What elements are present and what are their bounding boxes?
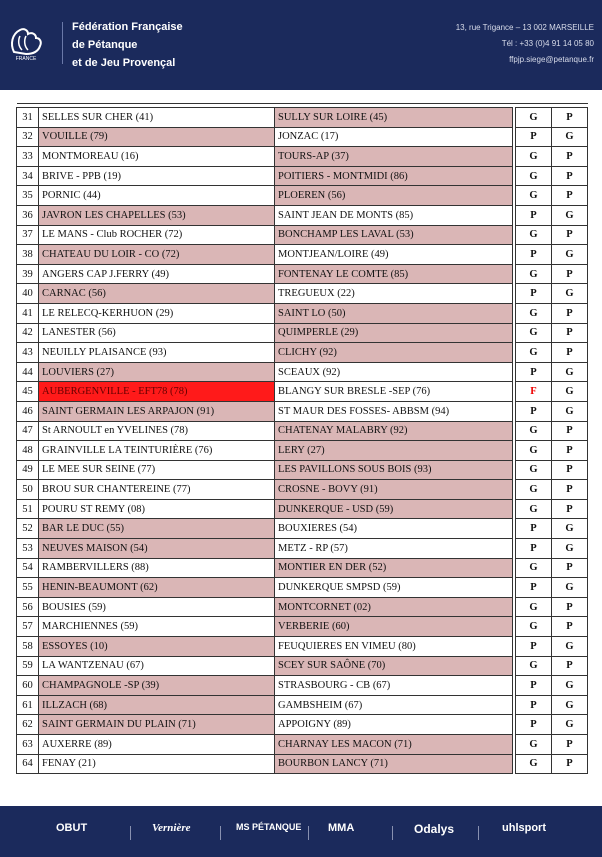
table-row bbox=[17, 264, 588, 284]
team-home: JAVRON LES CHAPELLES (53) bbox=[39, 205, 275, 225]
match-number: 54 bbox=[17, 558, 39, 578]
team-home: AUBERGENVILLE - EFT78 (78) bbox=[39, 382, 275, 402]
table-row bbox=[17, 303, 588, 323]
results-table bbox=[16, 103, 588, 774]
sponsor-separator bbox=[220, 826, 221, 840]
team-away: MONTCORNET (02) bbox=[275, 597, 513, 617]
match-number: 61 bbox=[17, 695, 39, 715]
match-number: 42 bbox=[17, 323, 39, 343]
table-row bbox=[17, 558, 588, 578]
team-away: MONTIER EN DER (52) bbox=[275, 558, 513, 578]
table-row bbox=[17, 245, 588, 265]
result-away: G bbox=[552, 519, 588, 539]
sponsor-odalys: Odalys bbox=[414, 822, 455, 836]
team-home: SAINT GERMAIN LES ARPAJON (91) bbox=[39, 401, 275, 421]
match-number: 43 bbox=[17, 343, 39, 363]
match-number: 52 bbox=[17, 519, 39, 539]
sponsor-footer bbox=[0, 806, 602, 857]
result-away: G bbox=[552, 245, 588, 265]
team-away: BONCHAMP LES LAVAL (53) bbox=[275, 225, 513, 245]
match-number: 64 bbox=[17, 754, 39, 774]
team-home: SAINT GERMAIN DU PLAIN (71) bbox=[39, 715, 275, 735]
table-row bbox=[17, 460, 588, 480]
result-home: G bbox=[516, 735, 552, 755]
team-home: BAR LE DUC (55) bbox=[39, 519, 275, 539]
team-away: METZ - RP (57) bbox=[275, 539, 513, 559]
result-home: P bbox=[516, 695, 552, 715]
result-away: P bbox=[552, 441, 588, 461]
phone: Tél : +33 (0)4 91 14 05 80 bbox=[501, 39, 594, 48]
result-home: P bbox=[516, 539, 552, 559]
table-row bbox=[17, 421, 588, 441]
sponsor-separator bbox=[130, 826, 131, 840]
result-home: G bbox=[516, 441, 552, 461]
team-home: FENAY (21) bbox=[39, 754, 275, 774]
table-row bbox=[17, 166, 588, 186]
table-row bbox=[17, 343, 588, 363]
result-away: P bbox=[552, 499, 588, 519]
table-row bbox=[17, 225, 588, 245]
result-away: P bbox=[552, 147, 588, 167]
team-home: LE MANS - Club ROCHER (72) bbox=[39, 225, 275, 245]
result-away: P bbox=[552, 617, 588, 637]
table-row bbox=[17, 735, 588, 755]
result-home: G bbox=[516, 460, 552, 480]
team-home: BROU SUR CHANTEREINE (77) bbox=[39, 480, 275, 500]
match-number: 48 bbox=[17, 441, 39, 461]
result-away: G bbox=[552, 539, 588, 559]
team-away: DUNKERQUE SMPSD (59) bbox=[275, 578, 513, 598]
team-home: LANESTER (56) bbox=[39, 323, 275, 343]
sponsor-obut: OBUT bbox=[56, 822, 88, 834]
email-link[interactable]: ffpjp.siege@petanque.fr bbox=[509, 55, 594, 64]
result-home: P bbox=[516, 401, 552, 421]
table-row bbox=[17, 401, 588, 421]
table-row bbox=[17, 617, 588, 637]
team-away: CHATENAY MALABRY (92) bbox=[275, 421, 513, 441]
team-home: BOUSIES (59) bbox=[39, 597, 275, 617]
team-away: FEUQUIERES EN VIMEU (80) bbox=[275, 637, 513, 657]
match-number: 31 bbox=[17, 108, 39, 128]
result-away: P bbox=[552, 343, 588, 363]
result-away: P bbox=[552, 108, 588, 128]
table-row bbox=[17, 147, 588, 167]
match-number: 50 bbox=[17, 480, 39, 500]
table-row bbox=[17, 637, 588, 657]
federation-line-1: Fédération Française bbox=[72, 21, 183, 33]
team-away: SCEY SUR SAÔNE (70) bbox=[275, 656, 513, 676]
team-away: JONZAC (17) bbox=[275, 127, 513, 147]
table-row bbox=[17, 362, 588, 382]
result-home: G bbox=[516, 499, 552, 519]
team-away: BLANGY SUR BRESLE -SEP (76) bbox=[275, 382, 513, 402]
table-row bbox=[17, 441, 588, 461]
sponsor-ms-petanque: MS PÉTANQUE bbox=[236, 822, 302, 832]
result-away: G bbox=[552, 401, 588, 421]
table-row bbox=[17, 205, 588, 225]
result-away: G bbox=[552, 715, 588, 735]
team-away: ST MAUR DES FOSSES- ABBSM (94) bbox=[275, 401, 513, 421]
result-away: G bbox=[552, 382, 588, 402]
result-away: P bbox=[552, 323, 588, 343]
result-home: G bbox=[516, 754, 552, 774]
result-home: P bbox=[516, 205, 552, 225]
table-row bbox=[17, 754, 588, 774]
result-away: G bbox=[552, 637, 588, 657]
result-home: P bbox=[516, 676, 552, 696]
result-home: G bbox=[516, 166, 552, 186]
result-home: G bbox=[516, 303, 552, 323]
result-home: G bbox=[516, 108, 552, 128]
table-row bbox=[17, 676, 588, 696]
page-header bbox=[0, 0, 602, 90]
result-home: G bbox=[516, 225, 552, 245]
match-number: 40 bbox=[17, 284, 39, 304]
team-home: ESSOYES (10) bbox=[39, 637, 275, 657]
match-number: 33 bbox=[17, 147, 39, 167]
team-home: St ARNOULT en YVELINES (78) bbox=[39, 421, 275, 441]
team-home: ANGERS CAP J.FERRY (49) bbox=[39, 264, 275, 284]
team-home: CHATEAU DU LOIR - CO (72) bbox=[39, 245, 275, 265]
team-away: SULLY SUR LOIRE (45) bbox=[275, 108, 513, 128]
result-away: P bbox=[552, 225, 588, 245]
table-row bbox=[17, 480, 588, 500]
table-row bbox=[17, 519, 588, 539]
team-away: VERBERIE (60) bbox=[275, 617, 513, 637]
team-home: HENIN-BEAUMONT (62) bbox=[39, 578, 275, 598]
header-divider bbox=[62, 22, 63, 64]
match-number: 36 bbox=[17, 205, 39, 225]
result-away: G bbox=[552, 284, 588, 304]
team-away: TREGUEUX (22) bbox=[275, 284, 513, 304]
result-away: G bbox=[552, 676, 588, 696]
team-home: POURU ST REMY (08) bbox=[39, 499, 275, 519]
result-away: P bbox=[552, 460, 588, 480]
result-home: P bbox=[516, 284, 552, 304]
team-away: SAINT JEAN DE MONTS (85) bbox=[275, 205, 513, 225]
team-home: SELLES SUR CHER (41) bbox=[39, 108, 275, 128]
team-away: LERY (27) bbox=[275, 441, 513, 461]
table-row bbox=[17, 108, 588, 128]
result-home: P bbox=[516, 519, 552, 539]
match-number: 41 bbox=[17, 303, 39, 323]
team-away: BOUXIERES (54) bbox=[275, 519, 513, 539]
result-home: P bbox=[516, 245, 552, 265]
team-home: LE MEE SUR SEINE (77) bbox=[39, 460, 275, 480]
result-home: F bbox=[516, 382, 552, 402]
result-away: P bbox=[552, 480, 588, 500]
team-away: APPOIGNY (89) bbox=[275, 715, 513, 735]
result-home: G bbox=[516, 264, 552, 284]
team-home: LOUVIERS (27) bbox=[39, 362, 275, 382]
team-away: FONTENAY LE COMTE (85) bbox=[275, 264, 513, 284]
team-home: VOUILLE (79) bbox=[39, 127, 275, 147]
table-row bbox=[17, 499, 588, 519]
sponsor-separator bbox=[478, 826, 479, 840]
match-number: 63 bbox=[17, 735, 39, 755]
result-away: P bbox=[552, 264, 588, 284]
result-home: P bbox=[516, 637, 552, 657]
match-number: 62 bbox=[17, 715, 39, 735]
match-number: 44 bbox=[17, 362, 39, 382]
match-number: 53 bbox=[17, 539, 39, 559]
team-away: PLOEREN (56) bbox=[275, 186, 513, 206]
result-away: P bbox=[552, 166, 588, 186]
team-home: BRIVE - PPB (19) bbox=[39, 166, 275, 186]
sponsor-separator bbox=[392, 826, 393, 840]
team-away: LES PAVILLONS SOUS BOIS (93) bbox=[275, 460, 513, 480]
federation-name bbox=[72, 18, 183, 72]
team-home: LE RELECQ-KERHUON (29) bbox=[39, 303, 275, 323]
team-home: CARNAC (56) bbox=[39, 284, 275, 304]
result-away: P bbox=[552, 558, 588, 578]
team-home: NEUILLY PLAISANCE (93) bbox=[39, 343, 275, 363]
result-away: P bbox=[552, 186, 588, 206]
table-row bbox=[17, 695, 588, 715]
team-away: STRASBOURG - CB (67) bbox=[275, 676, 513, 696]
table-row bbox=[17, 597, 588, 617]
team-home: ILLZACH (68) bbox=[39, 695, 275, 715]
team-away: GAMBSHEIM (67) bbox=[275, 695, 513, 715]
match-number: 55 bbox=[17, 578, 39, 598]
table-row bbox=[17, 382, 588, 402]
result-home: G bbox=[516, 656, 552, 676]
match-number: 51 bbox=[17, 499, 39, 519]
table-row bbox=[17, 715, 588, 735]
result-home: P bbox=[516, 578, 552, 598]
match-number: 39 bbox=[17, 264, 39, 284]
result-home: P bbox=[516, 362, 552, 382]
team-away: CROSNE - BOVY (91) bbox=[275, 480, 513, 500]
team-home: GRAINVILLE LA TEINTURIÈRE (76) bbox=[39, 441, 275, 461]
federation-line-3: et de Jeu Provençal bbox=[72, 57, 176, 69]
result-away: G bbox=[552, 695, 588, 715]
match-number: 35 bbox=[17, 186, 39, 206]
logo-text: FRANCE bbox=[15, 56, 37, 62]
table-row bbox=[17, 186, 588, 206]
result-home: G bbox=[516, 597, 552, 617]
match-number: 45 bbox=[17, 382, 39, 402]
sponsor-verniere: Vernière bbox=[152, 822, 191, 834]
result-home: P bbox=[516, 715, 552, 735]
match-number: 57 bbox=[17, 617, 39, 637]
result-away: G bbox=[552, 127, 588, 147]
team-home: MONTMOREAU (16) bbox=[39, 147, 275, 167]
team-away: SCEAUX (92) bbox=[275, 362, 513, 382]
team-home: NEUVES MAISON (54) bbox=[39, 539, 275, 559]
rooster-logo-icon bbox=[6, 22, 46, 62]
match-number: 34 bbox=[17, 166, 39, 186]
result-home: G bbox=[516, 147, 552, 167]
team-away: DUNKERQUE - USD (59) bbox=[275, 499, 513, 519]
table-row bbox=[17, 127, 588, 147]
result-away: G bbox=[552, 205, 588, 225]
match-number: 60 bbox=[17, 676, 39, 696]
result-away: P bbox=[552, 597, 588, 617]
result-home: G bbox=[516, 343, 552, 363]
result-away: P bbox=[552, 303, 588, 323]
team-away: CHARNAY LES MACON (71) bbox=[275, 735, 513, 755]
result-home: G bbox=[516, 323, 552, 343]
address: 13, rue Trigance – 13 002 MARSEILLE bbox=[455, 23, 594, 32]
team-home: LA WANTZENAU (67) bbox=[39, 656, 275, 676]
team-away: SAINT LO (50) bbox=[275, 303, 513, 323]
result-away: P bbox=[552, 421, 588, 441]
team-away: MONTJEAN/LOIRE (49) bbox=[275, 245, 513, 265]
result-home: G bbox=[516, 617, 552, 637]
table-row bbox=[17, 656, 588, 676]
table-row bbox=[17, 578, 588, 598]
team-home: RAMBERVILLERS (88) bbox=[39, 558, 275, 578]
match-number: 59 bbox=[17, 656, 39, 676]
result-away: G bbox=[552, 578, 588, 598]
team-away: CLICHY (92) bbox=[275, 343, 513, 363]
team-home: PORNIC (44) bbox=[39, 186, 275, 206]
result-home: G bbox=[516, 186, 552, 206]
result-away: P bbox=[552, 754, 588, 774]
match-number: 46 bbox=[17, 401, 39, 421]
match-number: 56 bbox=[17, 597, 39, 617]
match-number: 38 bbox=[17, 245, 39, 265]
contact-info bbox=[456, 20, 594, 68]
sponsor-mma: MMA bbox=[328, 822, 355, 834]
result-away: P bbox=[552, 656, 588, 676]
result-home: G bbox=[516, 421, 552, 441]
result-home: G bbox=[516, 558, 552, 578]
match-number: 58 bbox=[17, 637, 39, 657]
table-row bbox=[17, 323, 588, 343]
federation-line-2: de Pétanque bbox=[72, 39, 138, 51]
team-away: TOURS-AP (37) bbox=[275, 147, 513, 167]
match-number: 37 bbox=[17, 225, 39, 245]
sponsor-separator bbox=[308, 826, 309, 840]
team-away: POITIERS - MONTMIDI (86) bbox=[275, 166, 513, 186]
result-away: G bbox=[552, 362, 588, 382]
result-home: G bbox=[516, 480, 552, 500]
team-home: MARCHIENNES (59) bbox=[39, 617, 275, 637]
match-number: 49 bbox=[17, 460, 39, 480]
result-away: P bbox=[552, 735, 588, 755]
team-away: QUIMPERLE (29) bbox=[275, 323, 513, 343]
match-number: 32 bbox=[17, 127, 39, 147]
result-home: P bbox=[516, 127, 552, 147]
table-row bbox=[17, 539, 588, 559]
team-home: CHAMPAGNOLE -SP (39) bbox=[39, 676, 275, 696]
team-away: BOURBON LANCY (71) bbox=[275, 754, 513, 774]
table-row bbox=[17, 284, 588, 304]
team-home: AUXERRE (89) bbox=[39, 735, 275, 755]
sponsor-uhlsport: uhlsport bbox=[502, 822, 546, 834]
match-number: 47 bbox=[17, 421, 39, 441]
